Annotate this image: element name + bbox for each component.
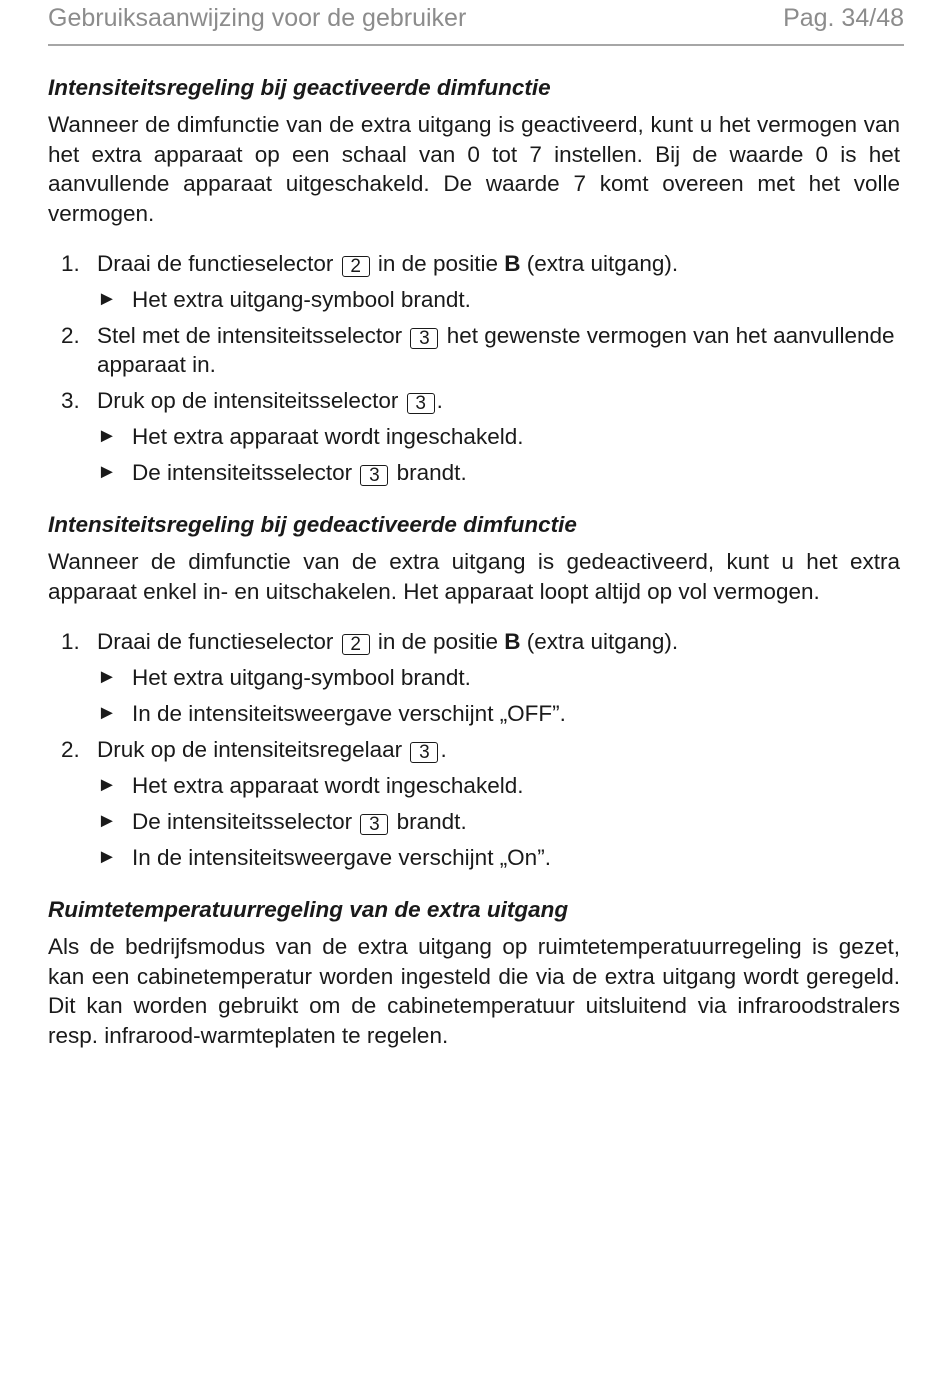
result-text: Het extra uitgang-symbool brandt. bbox=[132, 287, 471, 312]
step-item bbox=[48, 321, 900, 379]
result-text: Het extra apparaat wordt ingeschakeld. bbox=[132, 424, 524, 449]
position-label: B bbox=[504, 251, 521, 276]
reference-number-box: 3 bbox=[410, 742, 438, 763]
triangle-right-icon: ► bbox=[97, 666, 117, 688]
step-result bbox=[97, 458, 900, 487]
page-header bbox=[48, 0, 904, 46]
step-result bbox=[97, 422, 900, 451]
step-number: 1. bbox=[61, 629, 80, 654]
step-text: Draai de functieselector bbox=[97, 251, 334, 276]
step-result bbox=[97, 285, 900, 314]
step-result bbox=[97, 699, 900, 728]
step-text: (extra uitgang). bbox=[526, 251, 679, 276]
reference-number-box: 3 bbox=[360, 814, 388, 835]
triangle-right-icon: ► bbox=[97, 702, 117, 724]
step-item bbox=[48, 627, 900, 728]
result-text: Het extra apparaat wordt ingeschakeld. bbox=[132, 773, 524, 798]
step-number: 1. bbox=[61, 251, 80, 276]
step-text: in de positie bbox=[377, 251, 498, 276]
section-title: Intensiteitsregeling bij geactiveerde dimfunctie bbox=[48, 75, 551, 100]
step-number: 3. bbox=[61, 388, 80, 413]
step-result bbox=[97, 843, 900, 872]
reference-number-box: 3 bbox=[410, 328, 438, 349]
section-dimfunction-inactive bbox=[48, 509, 900, 872]
step-list bbox=[48, 627, 900, 872]
reference-number-box: 2 bbox=[342, 634, 370, 655]
result-text: In de intensiteitsweergave verschijnt „On”. bbox=[132, 845, 551, 870]
section-title: Intensiteitsregeling bij gedeactiveerde dimfunctie bbox=[48, 512, 577, 537]
reference-number-box: 3 bbox=[360, 465, 388, 486]
step-list bbox=[48, 249, 900, 487]
step-result bbox=[97, 663, 900, 692]
step-result bbox=[97, 771, 900, 800]
step-text: . bbox=[440, 737, 447, 762]
section-room-temperature bbox=[48, 894, 900, 1050]
step-text: het gewenste vermogen van het aanvullende apparaat in. bbox=[97, 323, 895, 377]
result-text: brandt. bbox=[396, 809, 467, 834]
result-text: De intensiteitsselector bbox=[132, 809, 353, 834]
result-text: Het extra uitgang-symbool brandt. bbox=[132, 665, 471, 690]
section-intro: Wanneer de dimfunctie van de extra uitgang is gedeactiveerd, kunt u het extra apparaat enkel in- en uitschakelen. Het apparaat loopt altijd op vol vermogen. bbox=[48, 549, 900, 604]
triangle-right-icon: ► bbox=[97, 461, 117, 483]
step-item bbox=[48, 386, 900, 487]
reference-number-box: 2 bbox=[342, 256, 370, 277]
step-result bbox=[97, 807, 900, 836]
step-text: Druk op de intensiteitsselector bbox=[97, 388, 399, 413]
triangle-right-icon: ► bbox=[97, 425, 117, 447]
step-text: Druk op de intensiteitsregelaar bbox=[97, 737, 403, 762]
step-number: 2. bbox=[61, 323, 80, 348]
step-item bbox=[48, 735, 900, 872]
page-number: Pag. 34/48 bbox=[783, 4, 904, 32]
step-number: 2. bbox=[61, 737, 80, 762]
step-text: in de positie bbox=[377, 629, 498, 654]
result-text: De intensiteitsselector bbox=[132, 460, 353, 485]
triangle-right-icon: ► bbox=[97, 288, 117, 310]
result-text: In de intensiteitsweergave verschijnt „OFF”. bbox=[132, 701, 566, 726]
result-text: brandt. bbox=[396, 460, 467, 485]
section-intro: Als de bedrijfsmodus van de extra uitgang op ruimtetemperatuurregeling is gezet, kan een cabinetemperatur worden ingesteld die via de extra uitgang wordt geregeld. Dit kan worden gebruikt om de cabinetemperatuur uitsluitend via infraroodstralers resp. infrarood-warmteplaten te regelen. bbox=[48, 934, 900, 1048]
step-item bbox=[48, 249, 900, 314]
step-text: . bbox=[436, 388, 443, 413]
triangle-right-icon: ► bbox=[97, 810, 117, 832]
section-title: Ruimtetemperatuurregeling van de extra uitgang bbox=[48, 897, 569, 922]
step-text: (extra uitgang). bbox=[526, 629, 679, 654]
section-intro: Wanneer de dimfunctie van de extra uitgang is geactiveerd, kunt u het vermogen van het extra apparaat op een schaal van 0 tot 7 instellen. Bij de waarde 0 is het aanvullende apparaat uitgeschakeld. De waarde 7 komt overeen met het volle vermogen. bbox=[48, 112, 900, 226]
section-dimfunction-active bbox=[48, 72, 900, 487]
step-text: Stel met de intensiteitsselector bbox=[97, 323, 403, 348]
page-content bbox=[48, 72, 900, 1072]
document-title: Gebruiksaanwijzing voor de gebruiker bbox=[48, 4, 467, 32]
reference-number-box: 3 bbox=[407, 393, 435, 414]
position-label: B bbox=[504, 629, 521, 654]
step-text: Draai de functieselector bbox=[97, 629, 334, 654]
triangle-right-icon: ► bbox=[97, 846, 117, 868]
triangle-right-icon: ► bbox=[97, 774, 117, 796]
